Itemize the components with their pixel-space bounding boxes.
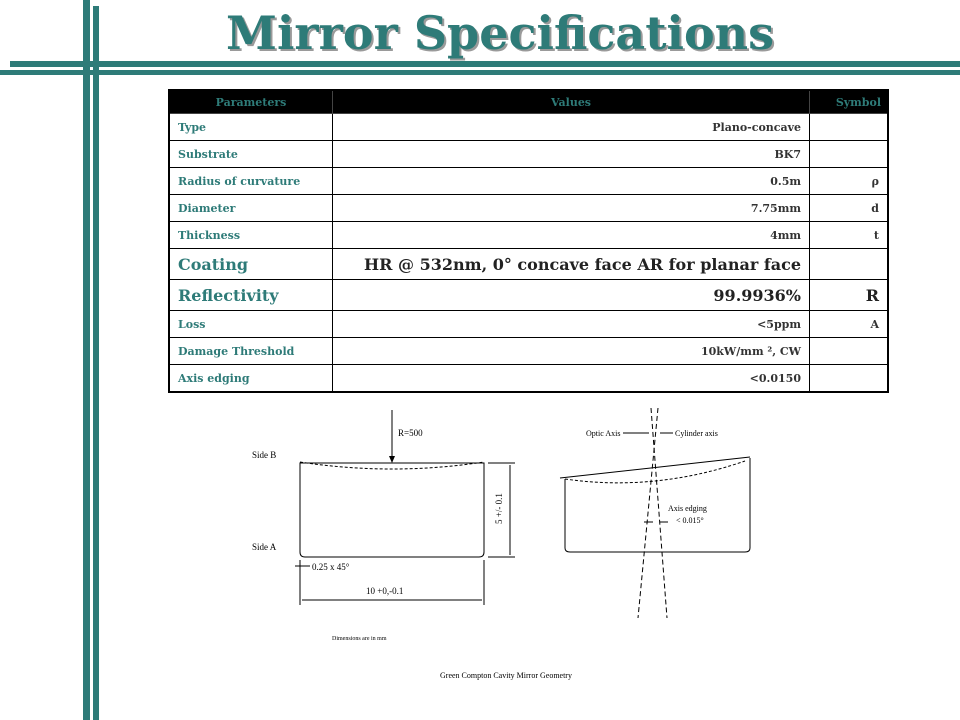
radius-label: R=500	[398, 428, 423, 438]
value-cell: Plano-concave	[333, 114, 810, 141]
value-cell: 10kW/mm ², CW	[333, 338, 810, 365]
table-row	[169, 365, 888, 393]
value-cell: 4mm	[333, 222, 810, 249]
value-cell: 7.75mm	[333, 195, 810, 222]
symbol-cell	[810, 141, 889, 168]
cylinder-axis-line	[638, 408, 658, 618]
axis-edging-label: Axis edging	[668, 504, 707, 513]
symbol-cell: t	[810, 222, 889, 249]
width-dim-label: 10 +0,-0.1	[366, 586, 404, 596]
value-cell: <5ppm	[333, 311, 810, 338]
units-note: Dimensions are in mm	[332, 636, 387, 642]
page-title: Mirror Specifications	[226, 6, 774, 60]
mirror-body-right	[565, 458, 750, 552]
symbol-cell	[810, 338, 889, 365]
mirror-geometry-drawing	[240, 400, 800, 700]
side-a-label: Side A	[252, 542, 277, 552]
table-row	[169, 338, 888, 365]
symbol-cell: d	[810, 195, 889, 222]
value-cell: 0.5m	[333, 168, 810, 195]
table-row	[169, 168, 888, 195]
figure-caption: Green Compton Cavity Mirror Geometry	[440, 671, 572, 680]
value-cell: <0.0150	[333, 365, 810, 393]
param-cell: Type	[169, 114, 333, 141]
header-parameters: Parameters	[169, 90, 333, 114]
optic-axis-label: Optic Axis	[586, 429, 621, 438]
side-view-diagram	[295, 410, 515, 605]
optic-axis-line	[651, 408, 667, 618]
table-row	[169, 280, 888, 311]
side-b-label: Side B	[252, 450, 277, 460]
chamfer-label: 0.25 x 45°	[312, 562, 350, 572]
param-cell: Thickness	[169, 222, 333, 249]
thickness-dim-label: 5 +/- 0.1	[494, 493, 504, 524]
header-values: Values	[333, 90, 810, 114]
symbol-cell	[810, 365, 889, 393]
table-row	[169, 114, 888, 141]
symbol-cell: ρ	[810, 168, 889, 195]
param-cell: Radius of curvature	[169, 168, 333, 195]
header-symbol: Symbol	[810, 90, 889, 114]
table-row	[169, 141, 888, 168]
table-row	[169, 222, 888, 249]
value-cell: HR @ 532nm, 0° concave face AR for planar face	[333, 249, 810, 280]
symbol-cell: R	[810, 280, 889, 311]
value-cell: BK7	[333, 141, 810, 168]
param-cell: Substrate	[169, 141, 333, 168]
top-accent-bar-lower	[0, 70, 960, 75]
table-row	[169, 249, 888, 280]
left-accent-bar-outer	[83, 0, 90, 720]
table-row	[169, 195, 888, 222]
param-cell: Coating	[169, 249, 333, 280]
table-header-row	[169, 90, 888, 114]
mirror-body-outline	[300, 463, 484, 557]
table-row	[169, 311, 888, 338]
param-cell: Reflectivity	[169, 280, 333, 311]
axis-edging-value: < 0.015°	[676, 516, 704, 525]
symbol-cell: A	[810, 311, 889, 338]
param-cell: Loss	[169, 311, 333, 338]
cylinder-axis-label: Cylinder axis	[675, 429, 718, 438]
value-cell: 99.9936%	[333, 280, 810, 311]
symbol-cell	[810, 114, 889, 141]
axis-edging-diagram	[560, 408, 750, 618]
spec-table	[168, 89, 889, 393]
left-accent-bar-inner	[93, 6, 99, 720]
radius-arrow-head	[389, 456, 395, 463]
symbol-cell	[810, 249, 889, 280]
param-cell: Damage Threshold	[169, 338, 333, 365]
param-cell: Diameter	[169, 195, 333, 222]
param-cell: Axis edging	[169, 365, 333, 393]
